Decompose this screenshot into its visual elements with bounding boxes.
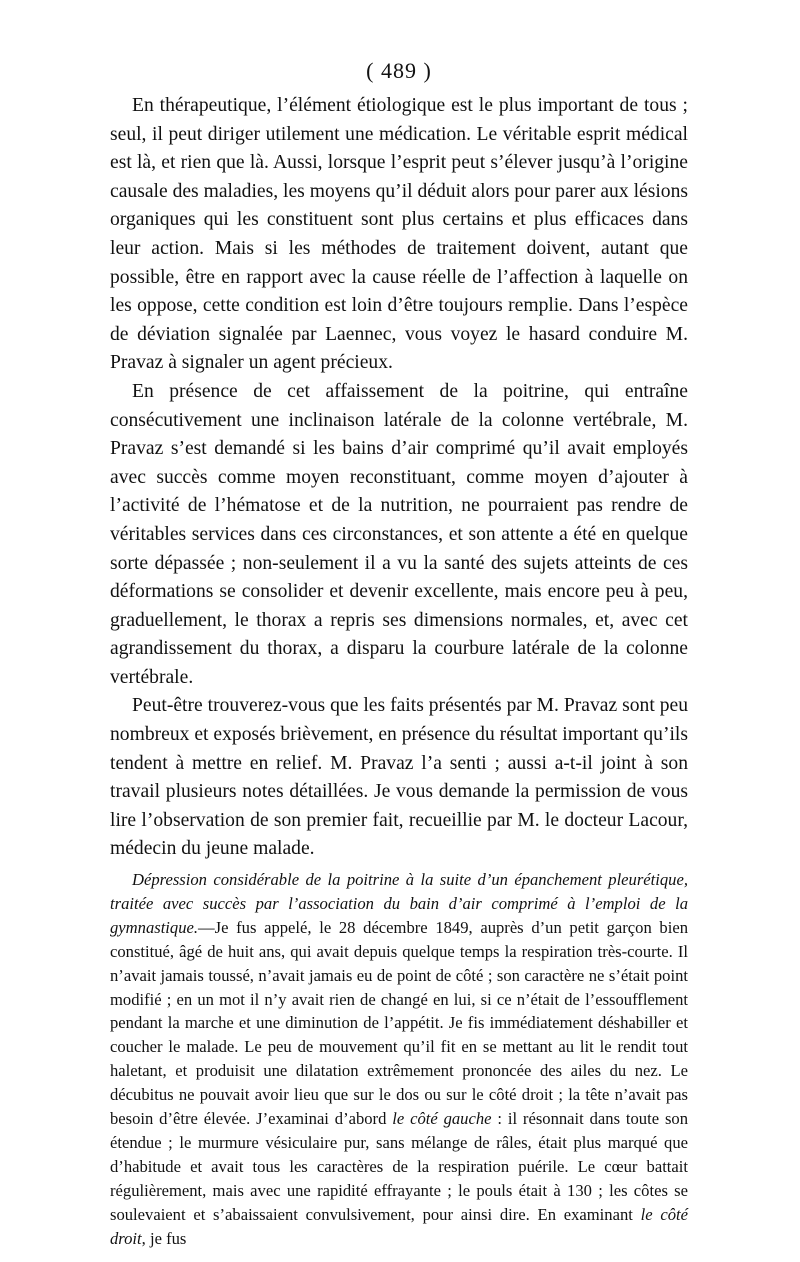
observation-text-part3: , je fus [141, 1228, 187, 1248]
book-page [110, 58, 688, 1251]
observation-paragraph [110, 868, 688, 1251]
page-number: ( 489 ) [366, 58, 432, 83]
paragraph-compressed-air: En présence de cet affaissement de la poitrine, qui entraîne consécutivement une inclinaison latérale de la colonne vertébrale, M. Pravaz s’est demandé si les bains d’air comprimé qu’il avait employés avec succès comme moyen reconstituant, comme moyen d’ajouter à l’activité de l’hématose et de la nutrition, ne pourraient pas rendre de véritables services dans ces circonstances, et son attente a été en quelque sorte dépassée ; non-seulement il a vu la santé des sujets atteints de ces déformations se consolider et devenir excellente, mais encore peu à peu, graduellement, le thorax a repris ses dimensions normales, et, avec cet agrandissement du thorax, a disparu la courbure latérale de la colonne vertébrale. [110, 380, 688, 688]
observation-emphasis-left-side: le côté gauche [392, 1109, 492, 1129]
paragraph-observation-intro: Peut-être trouverez-vous que les faits présentés par M. Pravaz sont peu nombreux et exposés brièvement, en présence du résultat important qu’ils tendent à mettre en relief. M. Pravaz l’a senti ; aussi a-t-il joint à son travail plusieurs notes détaillées. Je vous demande la permission de vous lire l’observation de son premier fait, recueillie par M. le docteur Lacour, médecin du jeune malade. [110, 695, 688, 860]
paragraph-etiology: En thérapeutique, l’élément étiologique est le plus important de tous ; seul, il peut diriger utilement une médication. Le véritable esprit médical est là, et rien que là. Aussi, lorsque l’esprit peut s’élever jusqu’à l’origine causale des maladies, les moyens qu’il déduit alors pour parer aux lésions organiques qui les constituent sont plus certains et plus efficaces dans leur action. Mais si les méthodes de traitement doivent, autant que possible, être en rapport avec la cause réelle de l’affection à laquelle on les oppose, cette condition est loin d’être toujours remplie. Dans l’espèce de déviation signalée par Laennec, vous voyez le hasard conduire M. Pravaz à signaler un agent précieux. [110, 95, 688, 374]
observation-title: Dépression considérable de la poitrine à la suite d’un épanchement pleurétique, traitée avec succès par l’association du bain d’air comprimé à l’emploi de la gymnastique. [110, 870, 688, 937]
observation-text-part2: : il résonnait dans toute son étendue ; le murmure vésiculaire pur, sans mélange de râles, était plus marqué que d’habitude et avait tous les caractères de la respiration puérile. Le cœur battait régulièrement, mais avec une rapidité effrayante ; le pouls était à 130 ; les côtes se soulevaient et s’abaissaient convulsivement, pour ainsi dire. En examinant [110, 1109, 688, 1224]
observation-emphasis-right-side: le côté droit [110, 1204, 688, 1248]
observation-text-part1: —Je fus appelé, le 28 décembre 1849, auprès d’un petit garçon bien constitué, âgé de huit ans, qui avait depuis quelque temps la respiration très-courte. Il n’avait jamais toussé, n’avait jamais eu de point de côté ; son caractère ne s’était point modifié ; en un mot il n’y avait rien de changé en lui, si ce n’était de l’essoufflement pendant la marche et une diminution de l’appétit. Je fis immédiatement déshabiller et coucher le malade. Le peu de mouvement qu’il fit en se mettant au lit le rendit tout haletant, et produisit une dilatation extrêmement prononcée des ailes du nez. Le décubitus ne pouvait avoir lieu que sur le dos ou sur le côté droit ; la tête n’avait pas besoin d’être élevée. J’examinai d’abord [110, 917, 688, 1129]
